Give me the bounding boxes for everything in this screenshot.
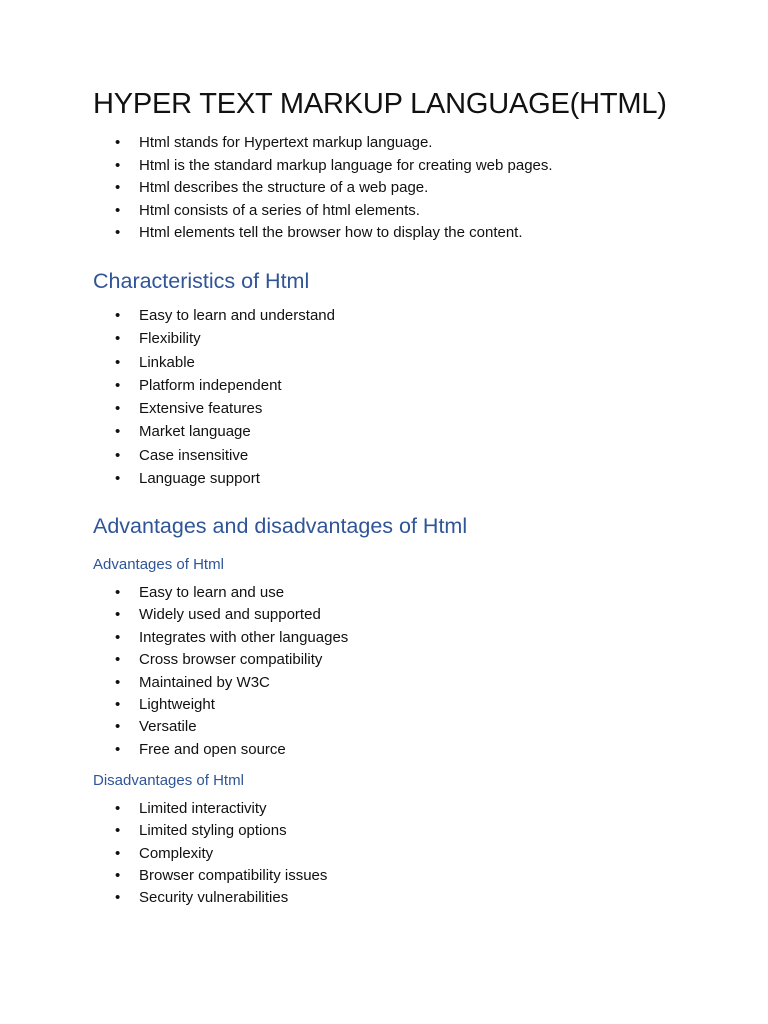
list-item — [0, 155, 553, 178]
list-item — [0, 420, 335, 443]
bullet-icon: • — [115, 134, 121, 151]
bullet-icon: • — [115, 628, 121, 646]
bullet-icon: • — [115, 423, 121, 441]
bullet-icon: • — [115, 201, 121, 219]
list-item-text: Html consists of a series of html elements. — [139, 201, 420, 219]
list-item — [0, 132, 553, 155]
list-item — [0, 649, 348, 671]
bullet-icon: • — [115, 330, 121, 348]
bullet-icon: • — [115, 844, 121, 862]
list-item-text: Cross browser compatibility — [139, 651, 323, 669]
list-item — [0, 887, 327, 909]
characteristics-heading: Characteristics of Html — [93, 269, 310, 293]
list-item — [0, 222, 553, 245]
list-item-text: Complexity — [139, 844, 214, 862]
list-item-text: Linkable — [139, 353, 195, 371]
list-item-text: Widely used and supported — [139, 606, 321, 624]
bullet-icon: • — [115, 156, 121, 174]
list-item — [0, 467, 335, 490]
bullet-icon: • — [115, 822, 121, 840]
bullet-icon: • — [115, 307, 121, 324]
characteristics-bullet-list — [0, 304, 335, 490]
list-item — [0, 177, 553, 200]
bullet-icon: • — [115, 651, 121, 669]
list-item — [0, 582, 348, 604]
list-item — [0, 604, 348, 626]
list-item — [0, 694, 348, 716]
list-item — [0, 444, 335, 467]
bullet-icon: • — [115, 224, 121, 242]
list-item — [0, 716, 348, 738]
list-item — [0, 627, 348, 649]
list-item-text: Versatile — [139, 718, 197, 736]
list-item-text: Limited interactivity — [139, 800, 267, 817]
list-item — [0, 200, 553, 223]
bullet-icon: • — [115, 353, 121, 371]
list-item-text: Lightweight — [139, 696, 215, 714]
list-item-text: Easy to learn and understand — [139, 307, 335, 324]
advantages-bullet-list — [0, 582, 348, 761]
list-item-text: Limited styling options — [139, 822, 287, 840]
bullet-icon: • — [115, 446, 121, 464]
list-item-text: Market language — [139, 423, 251, 441]
bullet-icon: • — [115, 673, 121, 691]
list-item-text: Easy to learn and use — [139, 584, 285, 601]
bullet-icon: • — [115, 740, 121, 758]
list-item-text: Html describes the structure of a web page. — [139, 179, 429, 197]
list-item — [0, 843, 327, 865]
bullet-icon: • — [115, 800, 121, 817]
adv-disadv-heading: Advantages and disadvantages of Html — [93, 514, 468, 538]
bullet-icon: • — [115, 400, 121, 418]
bullet-icon: • — [115, 718, 121, 736]
list-item-text: Maintained by W3C — [139, 673, 270, 691]
disadvantages-heading: Disadvantages of Html — [93, 772, 244, 789]
list-item — [0, 351, 335, 374]
list-item — [0, 397, 335, 420]
bullet-icon: • — [115, 696, 121, 714]
list-item — [0, 865, 327, 887]
bullet-icon: • — [115, 889, 121, 907]
list-item — [0, 820, 327, 842]
bullet-icon: • — [115, 470, 121, 488]
bullet-icon: • — [115, 606, 121, 624]
list-item — [0, 374, 335, 397]
list-item-text: Extensive features — [139, 400, 263, 418]
list-item-text: Html stands for Hypertext markup language. — [139, 134, 433, 151]
list-item-text: Security vulnerabilities — [139, 889, 289, 907]
page-title: HYPER TEXT MARKUP LANGUAGE(HTML) — [93, 88, 667, 120]
bullet-icon: • — [115, 584, 121, 601]
list-item — [0, 798, 327, 820]
intro-bullet-list — [0, 132, 553, 245]
bullet-icon: • — [115, 376, 121, 394]
list-item — [0, 739, 348, 761]
list-item — [0, 672, 348, 694]
bullet-icon: • — [115, 179, 121, 197]
list-item-text: Browser compatibility issues — [139, 866, 328, 884]
list-item-text: Html elements tell the browser how to display the content. — [139, 224, 523, 242]
list-item-text: Language support — [139, 470, 260, 488]
list-item — [0, 304, 335, 327]
list-item-text: Free and open source — [139, 740, 286, 758]
advantages-heading: Advantages of Html — [93, 556, 224, 573]
bullet-icon: • — [115, 866, 121, 884]
disadvantages-bullet-list — [0, 798, 327, 909]
list-item — [0, 327, 335, 350]
list-item-text: Platform independent — [139, 376, 282, 394]
list-item-text: Html is the standard markup language for creating web pages. — [139, 156, 553, 174]
list-item-text: Case insensitive — [139, 446, 249, 464]
list-item-text: Integrates with other languages — [139, 628, 349, 646]
list-item-text: Flexibility — [139, 330, 201, 348]
